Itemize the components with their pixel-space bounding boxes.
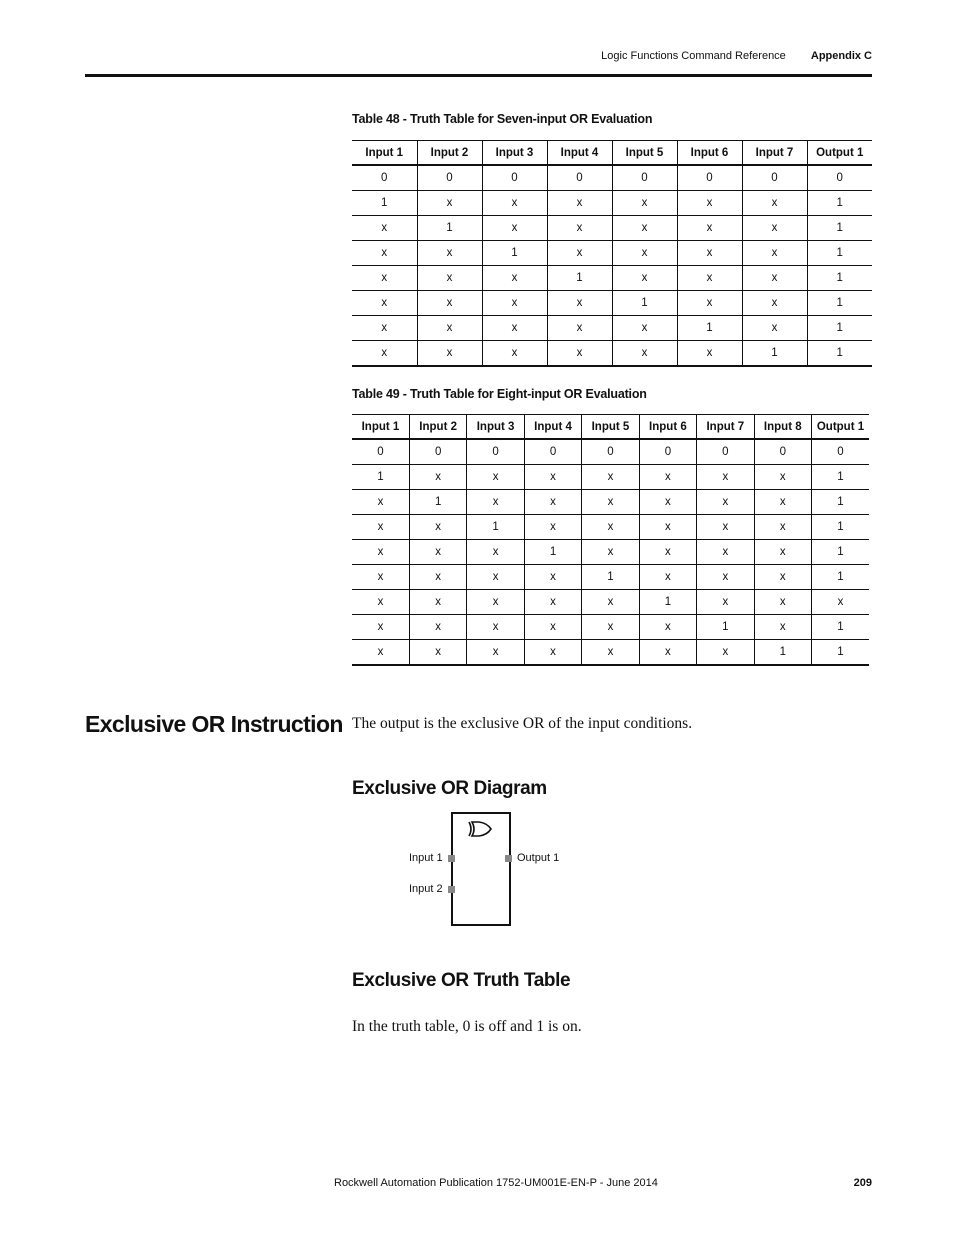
column-header: Input 3 (482, 141, 547, 166)
truth-table-heading: Exclusive OR Truth Table (352, 970, 571, 991)
table-cell: 0 (754, 439, 811, 465)
table-row (352, 266, 872, 291)
table-cell: x (409, 515, 466, 540)
column-header: Input 2 (409, 415, 466, 440)
table-cell: 0 (482, 165, 547, 191)
table-cell: x (352, 241, 417, 266)
table-cell: x (582, 590, 639, 615)
table-cell: x (409, 465, 466, 490)
table-cell: x (582, 515, 639, 540)
table-cell: x (582, 540, 639, 565)
table-cell: x (409, 640, 466, 666)
input2-label: Input 2 (409, 883, 443, 895)
table-cell: x (742, 241, 807, 266)
table-row (352, 640, 869, 666)
table-cell: x (352, 565, 409, 590)
table-cell: x (754, 515, 811, 540)
table-cell: x (524, 590, 581, 615)
table-cell: 1 (639, 590, 696, 615)
table-cell: x (417, 341, 482, 367)
input2-pin (448, 886, 455, 893)
table-row (352, 465, 869, 490)
table-cell: 0 (352, 439, 409, 465)
table-cell: x (524, 490, 581, 515)
table-cell: x (612, 191, 677, 216)
table-cell: x (754, 465, 811, 490)
table-cell: x (754, 590, 811, 615)
table-cell: x (352, 640, 409, 666)
table-cell: x (417, 241, 482, 266)
table-cell: x (467, 640, 524, 666)
column-header: Input 4 (524, 415, 581, 440)
column-header: Input 4 (547, 141, 612, 166)
table-cell: 0 (547, 165, 612, 191)
table-cell: 1 (352, 191, 417, 216)
table-cell: x (697, 490, 754, 515)
table-cell: x (409, 590, 466, 615)
table-cell: x (639, 515, 696, 540)
table-cell: x (524, 615, 581, 640)
table-cell: 1 (352, 465, 409, 490)
table-cell: x (582, 465, 639, 490)
table-cell: x (467, 565, 524, 590)
table-cell: x (754, 540, 811, 565)
table-cell: 1 (812, 465, 870, 490)
table-cell: x (482, 291, 547, 316)
table-cell: 1 (697, 615, 754, 640)
table-cell: x (742, 266, 807, 291)
table-cell: x (547, 191, 612, 216)
table-cell: x (524, 515, 581, 540)
table-cell: x (417, 191, 482, 216)
table-cell: 1 (409, 490, 466, 515)
table-cell: x (697, 540, 754, 565)
table-row (352, 565, 869, 590)
table-cell: x (697, 590, 754, 615)
table-cell: 0 (352, 165, 417, 191)
table-cell: x (582, 490, 639, 515)
table-cell: x (482, 266, 547, 291)
table-cell: x (352, 341, 417, 367)
table48-caption: Table 48 - Truth Table for Seven-input OR Evaluation (352, 112, 653, 126)
table-row (352, 490, 869, 515)
xor-diagram (400, 810, 560, 930)
table-cell: x (754, 490, 811, 515)
table-cell: x (417, 316, 482, 341)
table-cell: x (742, 216, 807, 241)
table49-eight-input-or (352, 414, 869, 666)
table-row (352, 316, 872, 341)
table-cell: 1 (807, 191, 872, 216)
column-header: Input 2 (417, 141, 482, 166)
table-cell: 1 (677, 316, 742, 341)
table-cell: x (812, 590, 870, 615)
table-cell: x (639, 640, 696, 666)
input1-pin (448, 855, 455, 862)
table-cell: 1 (807, 266, 872, 291)
table-row (352, 191, 872, 216)
table-cell: x (524, 640, 581, 666)
column-header: Input 8 (754, 415, 811, 440)
table-cell: 0 (409, 439, 466, 465)
table-cell: x (352, 216, 417, 241)
table-row (352, 515, 869, 540)
table-cell: 0 (742, 165, 807, 191)
table-cell: x (467, 590, 524, 615)
table-cell: 0 (807, 165, 872, 191)
section-title: Exclusive OR Instruction (85, 711, 343, 737)
table-cell: x (697, 465, 754, 490)
table-cell: 1 (482, 241, 547, 266)
table-row (352, 341, 872, 367)
table-cell: x (467, 615, 524, 640)
table-cell: x (677, 291, 742, 316)
page-header (85, 50, 872, 70)
table-cell: 0 (612, 165, 677, 191)
table-cell: x (524, 465, 581, 490)
table-cell: 1 (807, 216, 872, 241)
table-cell: x (352, 490, 409, 515)
table-cell: 0 (639, 439, 696, 465)
table-cell: 1 (524, 540, 581, 565)
table-cell: x (352, 266, 417, 291)
table-cell: 0 (677, 165, 742, 191)
table-cell: 1 (812, 640, 870, 666)
truth-table-text: In the truth table, 0 is off and 1 is on. (352, 1018, 582, 1035)
table-cell: x (754, 565, 811, 590)
table-cell: x (482, 316, 547, 341)
table-cell: x (409, 565, 466, 590)
table-cell: x (639, 465, 696, 490)
table-cell: 1 (807, 291, 872, 316)
table-cell: x (697, 515, 754, 540)
table-cell: x (467, 465, 524, 490)
table-cell: 1 (812, 565, 870, 590)
table-cell: x (547, 241, 612, 266)
header-rule (85, 74, 872, 77)
table-row (352, 165, 872, 191)
table-cell: x (742, 316, 807, 341)
table-cell: x (754, 615, 811, 640)
table-cell: x (639, 540, 696, 565)
xor-gate-icon (467, 820, 493, 838)
column-header: Input 5 (612, 141, 677, 166)
table-row (352, 590, 869, 615)
table-cell: 0 (524, 439, 581, 465)
table-cell: 1 (547, 266, 612, 291)
table-cell: x (639, 490, 696, 515)
table-cell: x (677, 191, 742, 216)
table-row (352, 439, 869, 465)
table-cell: x (677, 341, 742, 367)
table48-seven-input-or (352, 140, 872, 367)
section-intro: The output is the exclusive OR of the input conditions. (352, 715, 693, 732)
table-cell: x (612, 341, 677, 367)
table-cell: 1 (582, 565, 639, 590)
table-cell: 1 (812, 515, 870, 540)
column-header: Output 1 (812, 415, 870, 440)
table-row (352, 291, 872, 316)
column-header: Input 6 (639, 415, 696, 440)
table-cell: 1 (807, 316, 872, 341)
table-cell: x (582, 615, 639, 640)
table-cell: 1 (812, 540, 870, 565)
table-cell: x (677, 266, 742, 291)
table-row (352, 216, 872, 241)
table-cell: x (467, 540, 524, 565)
table-cell: x (409, 540, 466, 565)
table-cell: 1 (742, 341, 807, 367)
table-cell: x (547, 291, 612, 316)
table-cell: 0 (812, 439, 870, 465)
table-row (352, 615, 869, 640)
table-row (352, 540, 869, 565)
table-cell: x (697, 565, 754, 590)
appendix-label: Appendix C (810, 50, 872, 62)
table-cell: x (697, 640, 754, 666)
table-cell: x (547, 341, 612, 367)
table-cell: x (417, 266, 482, 291)
table-cell: 0 (467, 439, 524, 465)
table-cell: x (352, 615, 409, 640)
table-cell: x (417, 291, 482, 316)
table-cell: x (742, 291, 807, 316)
table-cell: x (482, 216, 547, 241)
column-header: Output 1 (807, 141, 872, 166)
table-cell: 1 (754, 640, 811, 666)
table49-caption: Table 49 - Truth Table for Eight-input OR Evaluation (352, 387, 647, 401)
table-cell: 1 (807, 241, 872, 266)
table-cell: x (639, 615, 696, 640)
column-header: Input 3 (467, 415, 524, 440)
table-cell: x (742, 191, 807, 216)
table-cell: 1 (467, 515, 524, 540)
column-header: Input 7 (697, 415, 754, 440)
chapter-title: Logic Functions Command Reference (601, 50, 786, 62)
output1-pin (505, 855, 512, 862)
table-cell: 1 (612, 291, 677, 316)
table-row (352, 241, 872, 266)
column-header: Input 7 (742, 141, 807, 166)
table-cell: x (612, 241, 677, 266)
table-cell: x (352, 590, 409, 615)
table-cell: x (547, 216, 612, 241)
table-cell: 1 (417, 216, 482, 241)
column-header: Input 1 (352, 141, 417, 166)
table-cell: x (467, 490, 524, 515)
table-cell: 0 (417, 165, 482, 191)
table-cell: 1 (812, 490, 870, 515)
table-cell: x (677, 241, 742, 266)
table-cell: x (352, 515, 409, 540)
table-cell: x (639, 565, 696, 590)
column-header: Input 1 (352, 415, 409, 440)
table-cell: x (482, 341, 547, 367)
table-cell: 0 (582, 439, 639, 465)
table-cell: x (482, 191, 547, 216)
table-cell: x (352, 291, 417, 316)
table-cell: x (612, 316, 677, 341)
input1-label: Input 1 (409, 852, 443, 864)
publication-info: Rockwell Automation Publication 1752-UM001E-EN-P - June 2014 (334, 1177, 658, 1189)
column-header: Input 6 (677, 141, 742, 166)
diagram-heading: Exclusive OR Diagram (352, 778, 547, 799)
page-number: 209 (853, 1177, 872, 1189)
table-cell: x (352, 316, 417, 341)
column-header: Input 5 (582, 415, 639, 440)
table-cell: x (524, 565, 581, 590)
table-cell: x (612, 266, 677, 291)
table-cell: x (352, 540, 409, 565)
table-cell: x (409, 615, 466, 640)
output1-label: Output 1 (517, 852, 560, 864)
table-cell: 1 (812, 615, 870, 640)
table-cell: 0 (697, 439, 754, 465)
table-cell: x (677, 216, 742, 241)
table-cell: x (612, 216, 677, 241)
table-cell: x (547, 316, 612, 341)
table-cell: 1 (807, 341, 872, 367)
table-cell: x (582, 640, 639, 666)
